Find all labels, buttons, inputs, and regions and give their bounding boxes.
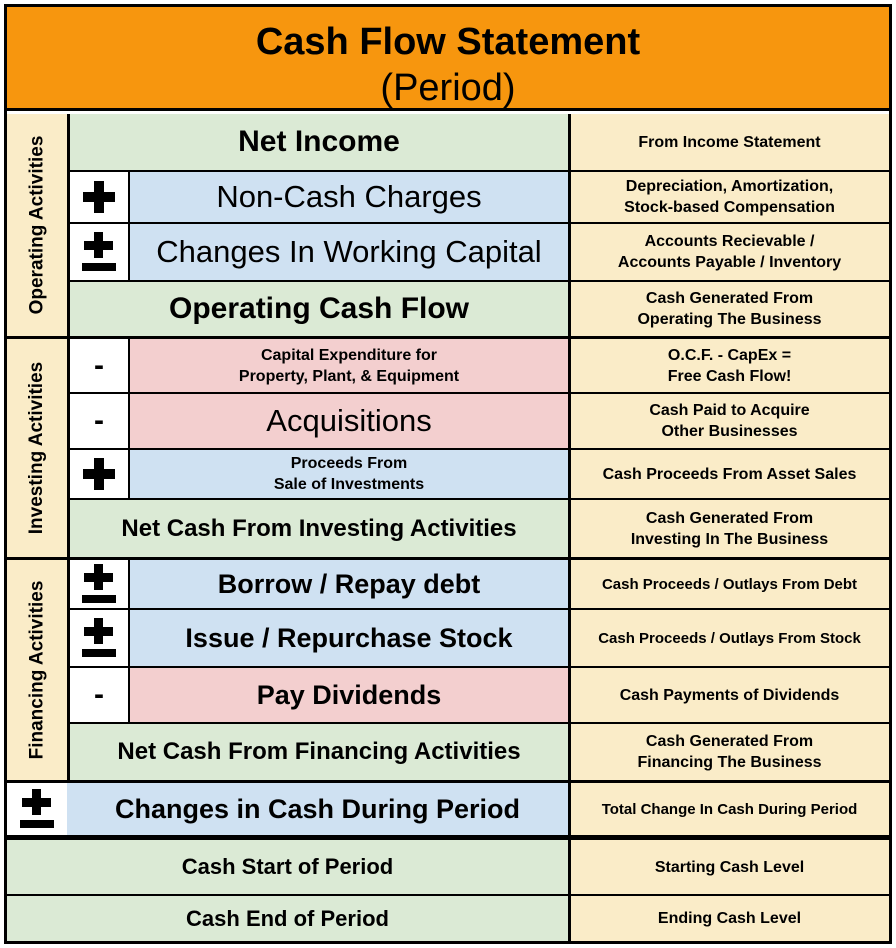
- note-pay-dividends: Cash Payments of Dividends: [570, 668, 889, 724]
- header: [7, 7, 889, 111]
- plus-icon: [70, 172, 130, 224]
- note-proceeds-investments: Cash Proceeds From Asset Sales: [570, 450, 889, 500]
- note-operating-cash-flow: Cash Generated From Operating The Business: [570, 282, 889, 336]
- row-pay-dividends: Pay Dividends: [130, 668, 570, 724]
- row-net-investing: Net Cash From Investing Activities: [70, 500, 570, 557]
- row-operating-cash-flow: Operating Cash Flow: [70, 282, 570, 336]
- row-borrow-repay-debt: Borrow / Repay debt: [130, 560, 570, 610]
- note-net-financing: Cash Generated From Financing The Business: [570, 724, 889, 780]
- note-cash-end: Ending Cash Level: [570, 896, 889, 941]
- section-financing: Financing Activities: [7, 560, 67, 780]
- section-operating: Operating Activities: [7, 114, 67, 336]
- row-working-capital: Changes In Working Capital: [130, 224, 570, 282]
- minus-sign: -: [70, 394, 130, 450]
- note-change-in-cash: Total Change In Cash During Period: [570, 783, 889, 837]
- note-cash-start: Starting Cash Level: [570, 840, 889, 896]
- page-title: Cash Flow Statement: [255, 21, 641, 63]
- plus-minus-icon: [70, 560, 130, 610]
- note-net-income: From Income Statement: [570, 114, 889, 172]
- plus-minus-icon: [70, 610, 130, 668]
- row-cash-start: Cash Start of Period: [7, 840, 570, 896]
- note-issue-repurchase-stock: Cash Proceeds / Outlays From Stock: [570, 610, 889, 668]
- row-issue-repurchase-stock: Issue / Repurchase Stock: [130, 610, 570, 668]
- row-cash-end: Cash End of Period: [7, 896, 570, 941]
- plus-minus-icon: [70, 224, 130, 282]
- section-investing: Investing Activities: [7, 339, 67, 557]
- note-borrow-repay-debt: Cash Proceeds / Outlays From Debt: [570, 560, 889, 610]
- plus-icon: [70, 450, 130, 500]
- row-net-income: Net Income: [70, 114, 570, 172]
- note-capex: O.C.F. - CapEx = Free Cash Flow!: [570, 339, 889, 394]
- row-net-financing: Net Cash From Financing Activities: [70, 724, 570, 780]
- note-net-investing: Cash Generated From Investing In The Business: [570, 500, 889, 557]
- plus-minus-icon: [7, 783, 67, 837]
- row-capex: Capital Expenditure for Property, Plant, & Equipment: [130, 339, 570, 394]
- note-acquisitions: Cash Paid to Acquire Other Businesses: [570, 394, 889, 450]
- row-proceeds-investments: Proceeds From Sale of Investments: [130, 450, 570, 500]
- page-subtitle: (Period): [380, 67, 516, 109]
- note-working-capital: Accounts Recievable / Accounts Payable / Inventory: [570, 224, 889, 282]
- row-non-cash-charges: Non-Cash Charges: [130, 172, 570, 224]
- note-non-cash-charges: Depreciation, Amortization, Stock-based Compensation: [570, 172, 889, 224]
- minus-sign: -: [70, 339, 130, 394]
- row-acquisitions: Acquisitions: [130, 394, 570, 450]
- minus-sign: -: [70, 668, 130, 724]
- row-change-in-cash: Changes in Cash During Period: [67, 783, 570, 837]
